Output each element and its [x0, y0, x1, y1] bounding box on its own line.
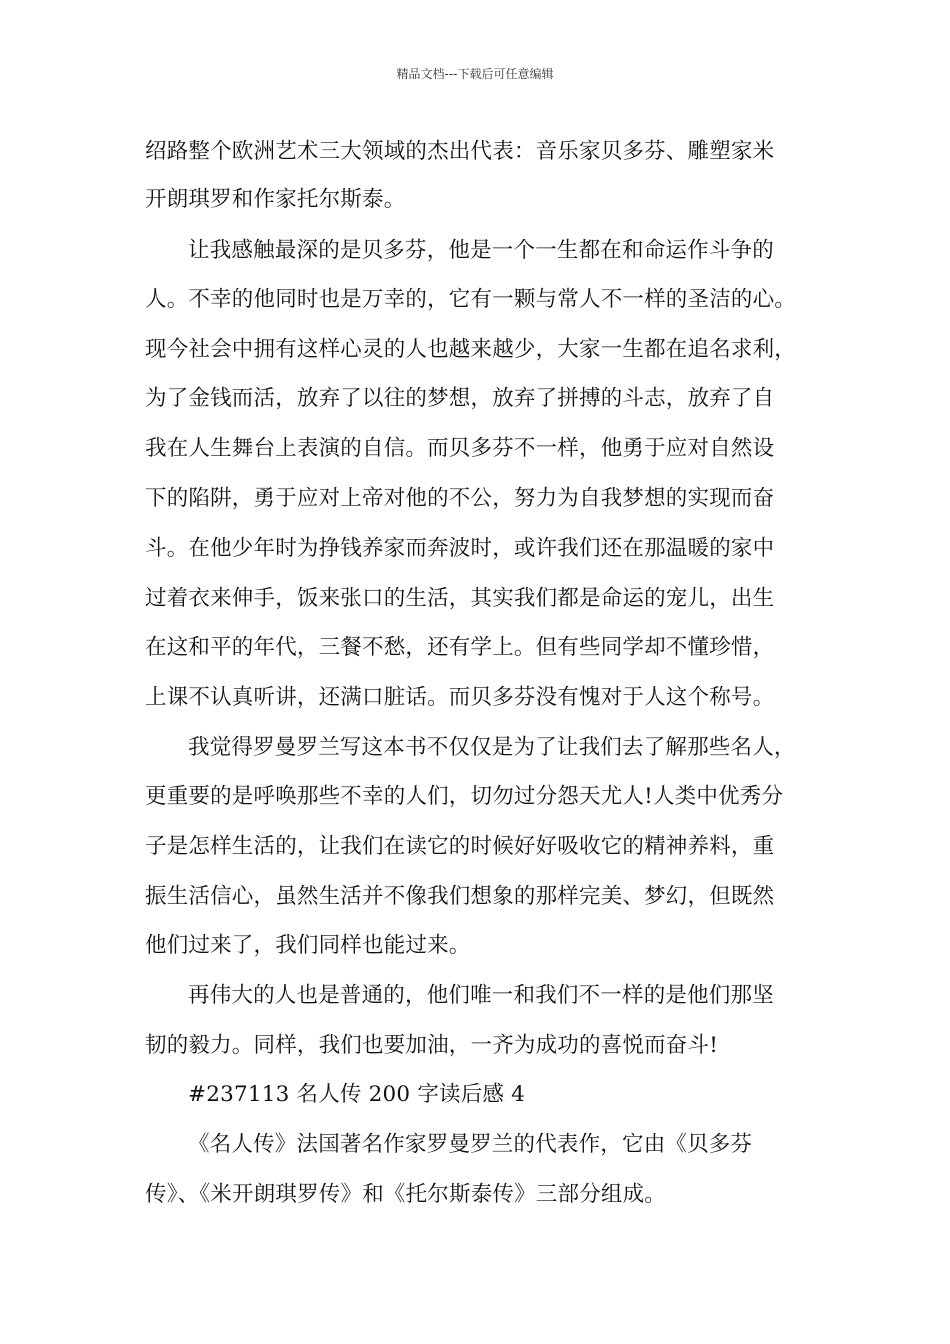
body-line: 下的陷阱，勇于应对上帝对他的不公，努力为自我梦想的实现而奋	[145, 486, 775, 511]
body-line: 上课不认真听讲，还满口脏话。而贝多芬没有愧对于人这个称号。	[145, 685, 775, 710]
paragraph-start-line: 让我感触最深的是贝多芬，他是一个一生都在和命运作斗争的	[188, 238, 774, 263]
body-line: 现今社会中拥有这样心灵的人也越来越少，大家一生都在追名求利，	[145, 337, 797, 362]
body-line: 绍路整个欧洲艺术三大领域的杰出代表：音乐家贝多芬、雕塑家米	[145, 139, 775, 164]
page-header: 精品文档---下载后可任意编辑	[396, 67, 554, 81]
body-line: 子是怎样生活的，让我们在读它的时候好好吸收它的精神养料，重	[145, 834, 775, 859]
body-line: 斗。在他少年时为挣钱养家而奔波时，或许我们还在那温暖的家中	[145, 536, 775, 561]
paragraph-start-line: 我觉得罗曼罗兰写这本书不仅仅是为了让我们去了解那些名人，	[188, 735, 796, 760]
body-line: 振生活信心，虽然生活并不像我们想象的那样完美、梦幻，但既然	[145, 884, 775, 909]
paragraph-start-line: 再伟大的人也是普通的，他们唯一和我们不一样的是他们那坚	[188, 983, 774, 1008]
body-line: 他们过来了，我们同样也能过来。	[145, 933, 471, 958]
body-line: 过着衣来伸手，饭来张口的生活，其实我们都是命运的宠儿，出生	[145, 586, 775, 611]
body-line: 为了金钱而活，放弃了以往的梦想，放弃了拼搏的斗志，放弃了自	[145, 386, 775, 411]
body-line: 开朗琪罗和作家托尔斯泰。	[145, 187, 406, 212]
paragraph-start-line: 《名人传》法国著名作家罗曼罗兰的代表作，它由《贝多芬	[188, 1132, 753, 1157]
body-line: 我在人生舞台上表演的自信。而贝多芬不一样，他勇于应对自然设	[145, 436, 775, 461]
body-line: 在这和平的年代，三餐不愁，还有学上。但有些同学却不懂珍惜，	[145, 635, 775, 660]
body-line: 韧的毅力。同样，我们也要加油，一齐为成功的喜悦而奋斗!	[145, 1033, 719, 1058]
body-line: 人。不幸的他同时也是万幸的，它有一颗与常人不一样的圣洁的心。	[145, 287, 797, 312]
section-heading: #237113 名人传 200 字读后感 4	[188, 1082, 526, 1107]
body-line: 传》、《米开朗琪罗传》和《托尔斯泰传》三部分组成。	[145, 1182, 667, 1207]
body-line: 更重要的是呼唤那些不幸的人们，切勿过分怨天尤人!人类中优秀分	[145, 784, 784, 809]
